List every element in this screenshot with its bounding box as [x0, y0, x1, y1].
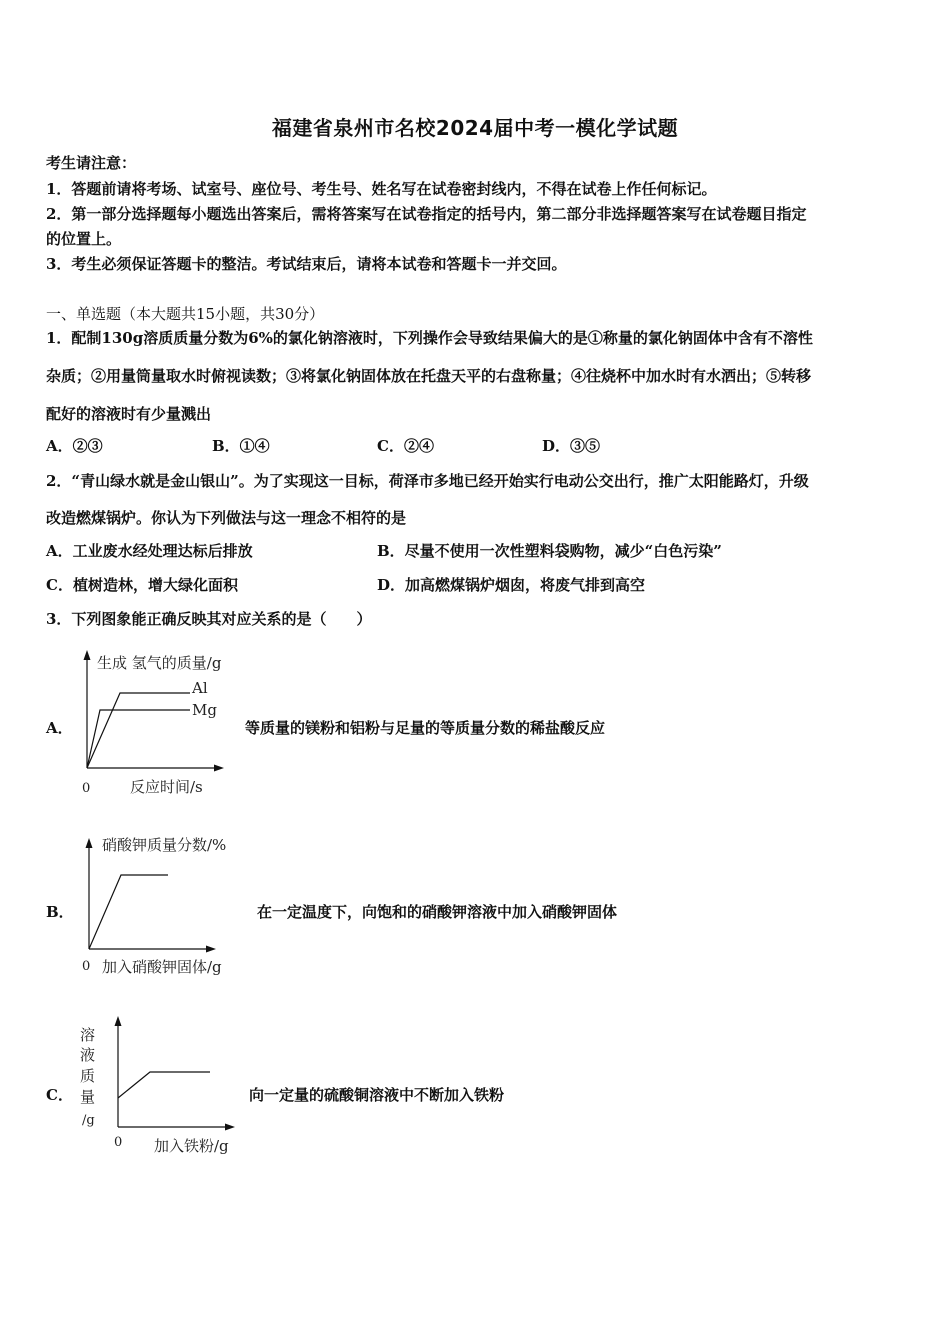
graph-a-series-al: Al [192, 679, 208, 697]
q1-stem-cont: 杂质；②用量筒量取水时俯视读数；③将氯化钠固体放在托盘天平的右盘称量；④往烧杯中加水时有水洒出；⑤转移 [46, 367, 812, 385]
graph-a-description: 等质量的镁粉和铝粉与足量的等质量分数的稀盐酸反应 [245, 719, 606, 737]
graph-a-series-mg: Mg [192, 701, 217, 719]
q2-option-b[interactable]: B．尽量不使用一次性塑料袋购物，减少“白色污染” [377, 542, 722, 560]
graph-c-xlabel: 加入铁粉/g [154, 1137, 229, 1155]
q1-option-a[interactable]: A．②③ [46, 437, 103, 455]
q1-stem: 1．配制130g溶质质量分数为6%的氯化钠溶液时，下列操作会导致结果偏大的是①称量的氯化钠固体中含有不溶性 [46, 329, 813, 347]
graph-a-line-al [87, 693, 190, 768]
notice-item-1: 1．答题前请将考场、试室号、座位号、考生号、姓名写在试卷密封线内，不得在试卷上作任何标记。 [46, 180, 717, 198]
graph-c-ylabel-5: /g [82, 1113, 95, 1128]
graph-a-xlabel: 反应时间/s [130, 778, 203, 796]
graph-b-line [89, 875, 168, 949]
graph-b-ylabel: 硝酸钾质量分数/% [102, 836, 227, 854]
graph-b-description: 在一定温度下，向饱和的硝酸钾溶液中加入硝酸钾固体 [257, 903, 618, 921]
graph-c-ylabel-4: 量 [80, 1088, 96, 1106]
q2-option-c[interactable]: C．植树造林，增大绿化面积 [46, 576, 238, 594]
notice-item-2: 2．第一部分选择题每小题选出答案后，需将答案写在试卷指定的括号内，第二部分非选择题答案写在试卷题目指定 [46, 205, 807, 223]
graph-c-ylabel-2: 液 [80, 1046, 96, 1064]
q3-option-b[interactable]: B． [46, 903, 74, 921]
graph-a-line-mg [87, 710, 190, 768]
graph-a-ylabel: 生成 氢气的质量/g [97, 654, 222, 672]
graph-c-ylabel-1: 溶 [80, 1026, 96, 1044]
notice-item-3: 3．考生必须保证答题卡的整洁。考试结束后，请将本试卷和答题卡一并交回。 [46, 255, 567, 273]
graph-c-line [118, 1072, 210, 1098]
q1-option-c[interactable]: C．②④ [377, 437, 434, 455]
graph-c-ylabel-3: 质 [80, 1067, 96, 1085]
graph-c-description: 向一定量的硫酸铜溶液中不断加入铁粉 [249, 1086, 505, 1104]
graph-b-axes [86, 838, 217, 953]
q3-option-a[interactable]: A． [46, 719, 73, 737]
section-heading: 一、单选题（本大题共15小题，共30分） [46, 305, 325, 323]
page-title: 福建省泉州市名校2024届中考一模化学试题 [271, 116, 679, 140]
notice-heading: 考生请注意： [46, 154, 137, 172]
q1-option-d[interactable]: D．③⑤ [542, 437, 601, 455]
notice-item-2-cont: 的位置上。 [46, 230, 122, 248]
q2-stem: 2．“青山绿水就是金山银山”。为了实现这一目标，荷泽市多地已经开始实行电动公交出行，推广太阳能路灯，升级 [46, 472, 809, 490]
graph-b-xlabel: 加入硝酸钾固体/g [102, 958, 222, 976]
graph-b-origin: 0 [82, 959, 91, 974]
q2-stem-cont: 改造燃煤锅炉。你认为下列做法与这一理念不相符的是 [46, 509, 407, 527]
graph-c-origin: 0 [114, 1135, 123, 1150]
q2-option-d[interactable]: D．加高燃煤锅炉烟囱，将废气排到高空 [377, 576, 646, 594]
graph-a-origin: 0 [82, 781, 91, 796]
q3-option-c[interactable]: C． [46, 1086, 73, 1104]
graph-c-axes [115, 1016, 236, 1131]
q3-stem: 3．下列图象能正确反映其对应关系的是（ ） [46, 610, 372, 628]
q2-option-a[interactable]: A．工业废水经处理达标后排放 [46, 542, 253, 560]
q1-option-b[interactable]: B．①④ [212, 437, 270, 455]
q1-stem-end: 配好的溶液时有少量溅出 [46, 405, 212, 423]
